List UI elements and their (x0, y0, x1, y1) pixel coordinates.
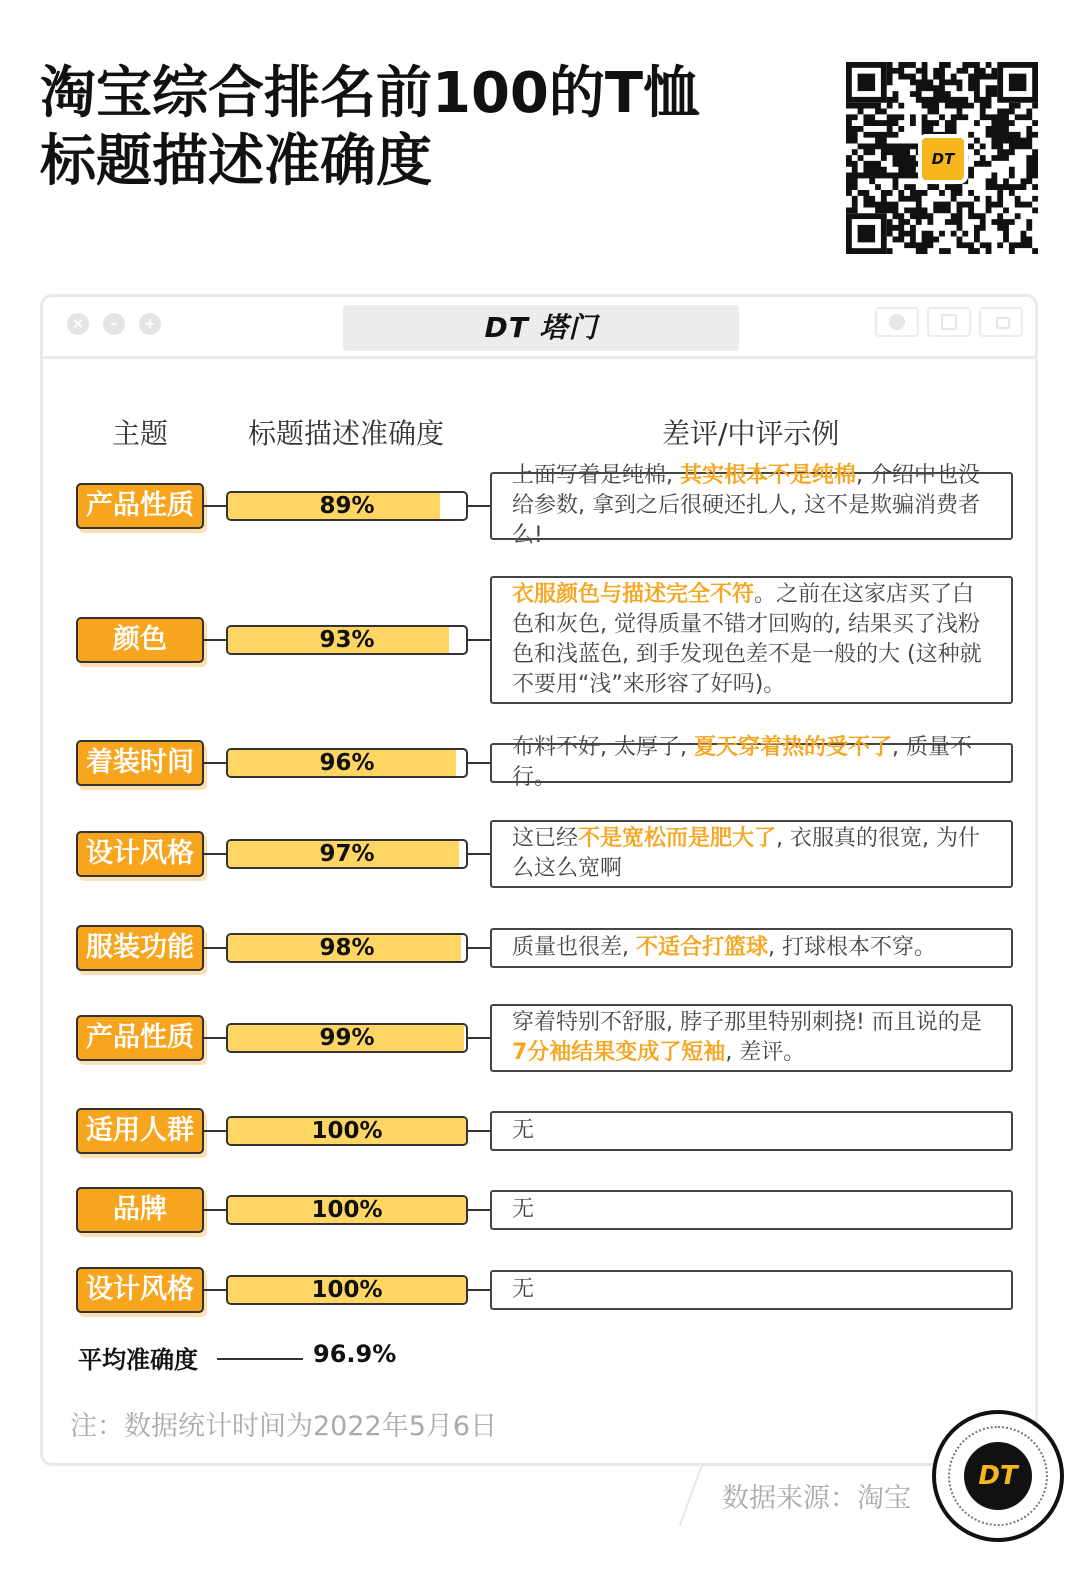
minimize-icon[interactable]: – (103, 313, 125, 335)
review-segment: 。之前在这家店买了白色和灰色, 觉得质量不错才回购的, 结果买了浅粉色和浅蓝色, 到手发现色差不是一般的大 (这种就不要用“浅”来形容了好吗)。 (512, 582, 982, 697)
review-segment: 无 (512, 1197, 535, 1222)
review-segment: 质量也很差, (512, 935, 636, 960)
example-connector (468, 1209, 490, 1211)
review-segment: , 打球根本不穿。 (768, 935, 937, 960)
review-example (490, 1190, 1013, 1230)
accuracy-bar (226, 625, 468, 655)
example-connector (468, 639, 490, 641)
share-button[interactable] (927, 307, 971, 337)
title-line-2: 标题描述准确度 (40, 129, 432, 194)
example-connector (468, 1037, 490, 1039)
window-titlebar (43, 297, 1035, 359)
topic-connector (204, 1209, 226, 1211)
topic-label: 品牌 (76, 1187, 204, 1233)
topic-label: 设计风格 (76, 1267, 204, 1313)
review-example (490, 463, 1013, 548)
maximize-icon[interactable]: + (139, 313, 161, 335)
qr-logo-badge: DT (918, 134, 968, 184)
topic-connector (204, 947, 226, 949)
topic-connector (204, 1130, 226, 1132)
qr-finder (849, 216, 884, 251)
header-topic: 主题 (112, 417, 169, 450)
title-line-1: 淘宝综合排名前100的T恤 (40, 61, 700, 126)
example-connector (468, 1289, 490, 1291)
review-text (512, 1008, 993, 1068)
review-text (512, 933, 936, 963)
review-segment: , 差评。 (725, 1040, 806, 1065)
review-text (512, 580, 993, 700)
accuracy-bar (226, 1195, 468, 1225)
accuracy-value: 98% (319, 935, 375, 961)
window-brand: DT 塔门 (343, 305, 739, 351)
qr-finder (1000, 65, 1035, 100)
example-connector (468, 762, 490, 764)
review-segment: , 介绍中也没给参数, 拿到之后很硬还扎人, 这不是欺骗消费者么! (512, 463, 981, 548)
review-segment: 穿着特别不舒服, 脖子那里特别刺挠! 而且说的是 (512, 1010, 982, 1035)
data-note: 注：数据统计时间为2022年5月6日 (70, 1411, 498, 1442)
accuracy-bar (226, 748, 468, 778)
example-connector (468, 853, 490, 855)
review-example (490, 1270, 1013, 1310)
example-connector (468, 1130, 490, 1132)
review-highlight: 7分袖结果变成了短袖 (512, 1040, 726, 1065)
review-text (512, 1275, 534, 1305)
accuracy-bar (226, 1023, 468, 1053)
page-title (40, 60, 699, 196)
logo-mark: DT (964, 1442, 1032, 1510)
review-example (490, 1111, 1013, 1151)
accuracy-value: 99% (319, 1025, 375, 1051)
review-example (490, 928, 1013, 968)
review-segment: 这已经 (512, 826, 579, 851)
accuracy-value: 100% (311, 1197, 383, 1223)
accuracy-bar (226, 491, 468, 521)
qr-finder (849, 65, 884, 100)
review-text (512, 733, 993, 793)
review-highlight: 夏天穿着热的受不了 (693, 735, 892, 760)
record-button[interactable] (875, 307, 919, 337)
accuracy-bar (226, 1116, 468, 1146)
topic-label: 设计风格 (76, 831, 204, 877)
average-label: 平均准确度 (78, 1346, 198, 1374)
accuracy-bar (226, 1275, 468, 1305)
review-highlight: 不适合打篮球 (636, 935, 769, 960)
review-text (512, 461, 993, 551)
review-example (490, 576, 1013, 704)
copy-button[interactable] (979, 307, 1023, 337)
topic-connector (204, 505, 226, 507)
accuracy-value: 97% (319, 841, 375, 867)
review-text (512, 1195, 534, 1225)
accuracy-value: 89% (319, 493, 375, 519)
topic-connector (204, 762, 226, 764)
review-segment: 无 (512, 1277, 535, 1302)
topic-connector (204, 853, 226, 855)
accuracy-value: 96% (319, 750, 375, 776)
header-accuracy: 标题描述准确度 (248, 417, 445, 450)
example-connector (468, 505, 490, 507)
topic-label: 颜色 (76, 617, 204, 663)
example-connector (468, 947, 490, 949)
topic-label: 适用人群 (76, 1108, 204, 1154)
review-example (490, 820, 1013, 888)
topic-connector (204, 639, 226, 641)
accuracy-value: 100% (311, 1118, 383, 1144)
topic-connector (204, 1289, 226, 1291)
dt-logo (932, 1410, 1064, 1542)
close-icon[interactable]: × (67, 313, 89, 335)
review-example (490, 735, 1013, 790)
review-segment: , 衣服真的很宽, 为什么这么宽啊 (512, 826, 981, 881)
accuracy-bar (226, 839, 468, 869)
review-text (512, 824, 993, 884)
accuracy-value: 93% (319, 627, 375, 653)
topic-label: 产品性质 (76, 1015, 204, 1061)
review-highlight: 衣服颜色与描述完全不符 (512, 582, 755, 607)
average-value: 96.9% (313, 1340, 397, 1368)
topic-connector (204, 1037, 226, 1039)
topic-label: 服装功能 (76, 925, 204, 971)
accuracy-bar (226, 933, 468, 963)
header-example: 差评/中评示例 (662, 417, 840, 450)
review-segment: , 质量不行。 (512, 735, 972, 790)
data-source: 数据来源：淘宝 (722, 1483, 911, 1514)
average-connector (217, 1358, 303, 1360)
review-highlight: 不是宽松而是肥大了 (578, 826, 777, 851)
review-segment: 布料不好, 太厚了, (512, 735, 694, 760)
review-example (490, 1004, 1013, 1072)
review-text (512, 1116, 534, 1146)
review-segment: 无 (512, 1118, 535, 1143)
topic-label: 产品性质 (76, 483, 204, 529)
review-segment: 上面写着是纯棉, (512, 463, 680, 488)
accuracy-value: 100% (311, 1277, 383, 1303)
review-highlight: 其实根本不是纯棉 (680, 463, 857, 488)
topic-label: 着装时间 (76, 740, 204, 786)
